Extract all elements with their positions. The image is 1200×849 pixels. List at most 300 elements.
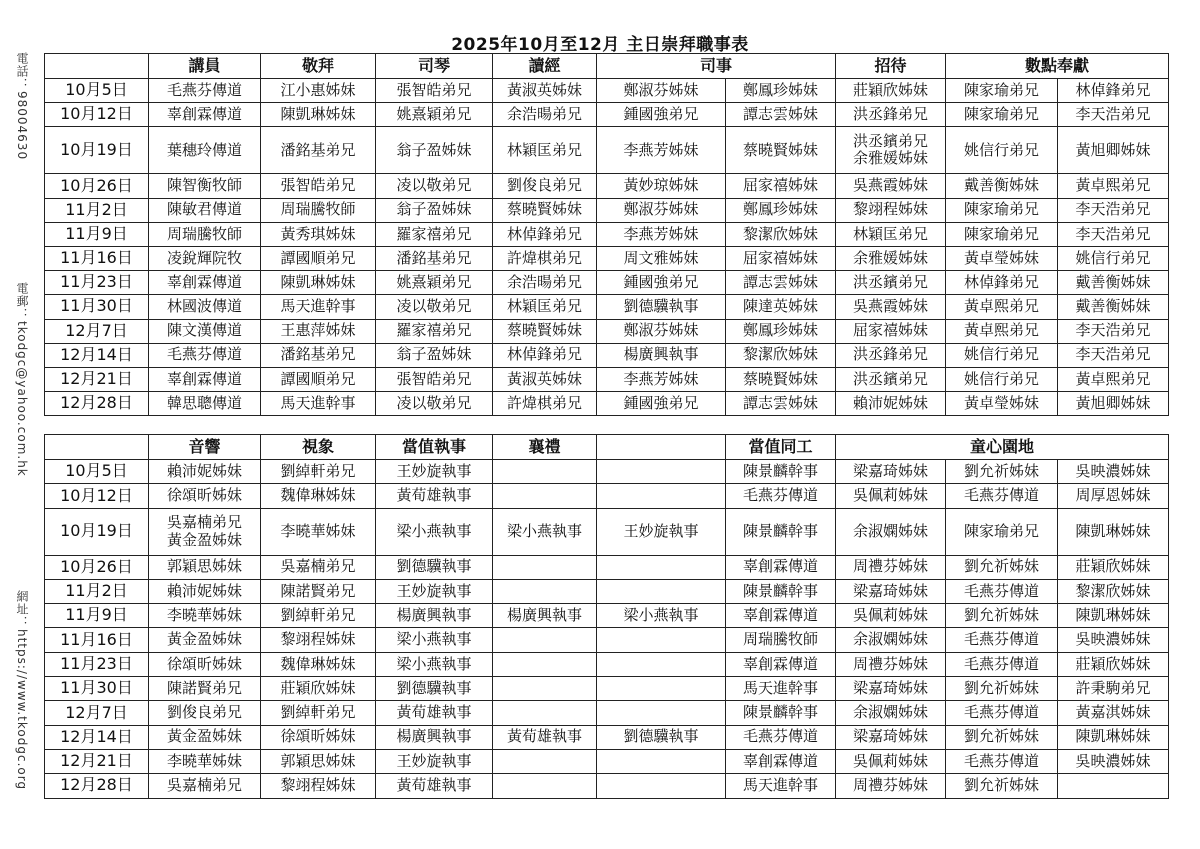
name-line: 徐頌昕姊妹	[166, 654, 242, 673]
name-cell	[726, 508, 836, 555]
name-line: 劉德驥執事	[396, 557, 472, 576]
name-line: 黎潔欣姊妹	[743, 345, 819, 364]
name-line: 毛燕芬傳道	[963, 703, 1039, 722]
name-line: 屈家禧姊妹	[743, 176, 819, 195]
name-cell	[1058, 127, 1169, 174]
name-cell	[597, 319, 726, 343]
name-line: 劉德驥執事	[623, 297, 699, 316]
name-cell	[597, 295, 726, 319]
name-cell	[946, 628, 1058, 652]
name-cell	[1058, 677, 1169, 701]
name-line: 楊廣興執事	[623, 345, 699, 364]
name-cell	[376, 604, 493, 628]
name-cell	[836, 79, 946, 103]
name-cell	[597, 392, 726, 416]
name-cell	[376, 246, 493, 270]
name-line: 林倬鋒弟兄	[506, 224, 582, 243]
name-cell	[836, 555, 946, 579]
table-row	[45, 343, 1169, 367]
name-cell	[493, 127, 597, 174]
name-cell	[149, 460, 261, 484]
name-cell	[597, 579, 726, 603]
name-line: 辜創霖傳道	[166, 104, 242, 123]
name-line: 郭穎思姊妹	[166, 557, 242, 576]
name-cell	[597, 749, 726, 773]
name-cell	[836, 508, 946, 555]
name-cell	[261, 484, 376, 508]
table-row	[45, 319, 1169, 343]
date-cell: 11月16日	[45, 246, 149, 270]
name-cell	[149, 484, 261, 508]
name-cell	[946, 604, 1058, 628]
name-cell	[597, 677, 726, 701]
name-cell	[1058, 725, 1169, 749]
name-cell	[261, 103, 376, 127]
name-cell	[149, 246, 261, 270]
name-line: 林穎匡弟兄	[853, 224, 929, 243]
table-row	[45, 555, 1169, 579]
name-line: 李天浩弟兄	[1075, 224, 1151, 243]
name-cell	[836, 103, 946, 127]
column-header: 司琴	[376, 54, 493, 79]
table-row	[45, 628, 1169, 652]
name-cell	[149, 222, 261, 246]
name-line: 林倬鋒弟兄	[964, 272, 1040, 291]
date-cell: 11月30日	[45, 295, 149, 319]
name-cell	[946, 271, 1058, 295]
name-cell	[261, 652, 376, 676]
name-line: 陳家瑜弟兄	[964, 80, 1040, 99]
name-line: 毛燕芬傳道	[963, 486, 1039, 505]
name-cell	[726, 604, 836, 628]
name-line: 翁子盈姊妹	[396, 140, 472, 159]
name-line: 梁小燕執事	[396, 654, 472, 673]
name-line: 余浩暘弟兄	[506, 104, 582, 123]
name-cell	[1058, 749, 1169, 773]
name-line: 陳家瑜弟兄	[963, 521, 1039, 540]
name-cell	[946, 295, 1058, 319]
name-line: 梁小燕執事	[623, 605, 699, 624]
table-row	[45, 271, 1169, 295]
name-line: 辜創霖傳道	[742, 654, 818, 673]
name-cell	[597, 774, 726, 798]
name-cell	[1058, 103, 1169, 127]
bottom-roster-table	[44, 434, 1169, 799]
name-cell	[376, 628, 493, 652]
name-line: 江小惠姊妹	[280, 80, 356, 99]
name-cell	[726, 774, 836, 798]
name-line: 吳映濃姊妹	[1075, 461, 1151, 480]
name-cell	[376, 460, 493, 484]
name-line: 鄭淑芬姊妹	[623, 200, 699, 219]
name-line: 黃卓熙弟兄	[1075, 369, 1151, 388]
name-cell	[836, 725, 946, 749]
name-cell	[261, 246, 376, 270]
column-header: 音響	[149, 435, 261, 460]
name-line: 戴善衡姊妹	[1075, 272, 1151, 291]
name-line: 陳凱琳姊妹	[1075, 521, 1151, 540]
name-cell	[726, 749, 836, 773]
name-line: 譚志雲姊妹	[743, 104, 819, 123]
name-cell	[836, 652, 946, 676]
name-cell	[376, 319, 493, 343]
name-cell	[946, 652, 1058, 676]
name-line: 潘銘基弟兄	[396, 248, 472, 267]
name-cell	[261, 725, 376, 749]
name-cell	[1058, 343, 1169, 367]
name-cell	[1058, 484, 1169, 508]
name-line: 劉綽軒弟兄	[280, 605, 356, 624]
name-cell	[946, 103, 1058, 127]
name-line: 洪丞鑌弟兄	[853, 131, 929, 150]
name-cell	[1058, 508, 1169, 555]
name-line: 蔡曉賢姊妹	[743, 140, 819, 159]
name-cell	[726, 484, 836, 508]
table-row	[45, 127, 1169, 174]
name-line: 李燕芳姊妹	[623, 224, 699, 243]
name-line: 陳諾賢弟兄	[280, 581, 356, 600]
name-cell	[836, 271, 946, 295]
name-cell	[149, 392, 261, 416]
name-cell	[149, 774, 261, 798]
name-line: 姚信行弟兄	[964, 140, 1040, 159]
date-cell: 11月2日	[45, 579, 149, 603]
date-cell: 11月23日	[45, 271, 149, 295]
name-line: 林穎匡弟兄	[506, 140, 582, 159]
date-cell: 12月14日	[45, 343, 149, 367]
name-cell	[946, 392, 1058, 416]
name-cell	[597, 103, 726, 127]
name-cell	[261, 604, 376, 628]
name-line: 黃卓熙弟兄	[964, 321, 1040, 340]
name-line: 周厚恩姊妹	[1075, 486, 1151, 505]
name-line: 莊穎欣姊妹	[853, 80, 929, 99]
name-line: 馬天進幹事	[280, 393, 356, 412]
date-cell: 11月9日	[45, 222, 149, 246]
name-line: 鍾國強弟兄	[623, 104, 699, 123]
name-line: 黃荀雄執事	[396, 486, 472, 505]
name-cell	[726, 628, 836, 652]
name-cell	[946, 484, 1058, 508]
name-line: 許煒棋弟兄	[506, 248, 582, 267]
name-line: 鄭鳳珍姊妹	[743, 80, 819, 99]
name-line: 辜創霖傳道	[166, 369, 242, 388]
name-cell	[726, 392, 836, 416]
name-line: 黎翊程姊妹	[280, 776, 356, 795]
name-line: 吳映濃姊妹	[1075, 751, 1151, 770]
date-cell: 10月19日	[45, 127, 149, 174]
name-line: 羅家禧弟兄	[396, 321, 472, 340]
name-cell	[376, 295, 493, 319]
name-cell	[597, 484, 726, 508]
name-cell	[946, 579, 1058, 603]
name-line: 余淑嫻姊妹	[852, 521, 928, 540]
name-cell	[261, 198, 376, 222]
name-line: 莊穎欣姊妹	[1075, 654, 1151, 673]
name-line: 梁嘉琦姊妹	[852, 581, 928, 600]
date-cell: 11月2日	[45, 198, 149, 222]
name-line: 周禮芬姊妹	[852, 776, 928, 795]
name-line: 馬天進幹事	[742, 678, 818, 697]
name-cell	[946, 508, 1058, 555]
column-header	[45, 435, 149, 460]
name-line: 蔡曉賢姊妹	[506, 321, 582, 340]
name-line: 梁小燕執事	[506, 521, 582, 540]
name-line: 毛燕芬傳道	[963, 581, 1039, 600]
name-line: 梁小燕執事	[396, 521, 472, 540]
name-line: 陳家瑜弟兄	[964, 104, 1040, 123]
name-line: 梁嘉琦姊妹	[852, 461, 928, 480]
name-line: 黃旭卿姊妹	[1075, 393, 1151, 412]
name-line: 許秉駒弟兄	[1075, 678, 1151, 697]
name-line: 韓思聰傳道	[166, 393, 242, 412]
name-cell	[836, 367, 946, 391]
name-line: 陳凱琳姊妹	[1075, 727, 1151, 746]
table-row	[45, 579, 1169, 603]
name-line: 洪丞鑌弟兄	[853, 272, 929, 291]
name-cell	[1058, 319, 1169, 343]
table-row	[45, 508, 1169, 555]
name-cell	[149, 127, 261, 174]
date-cell: 10月19日	[45, 508, 149, 555]
name-cell	[376, 103, 493, 127]
name-cell	[597, 222, 726, 246]
name-line: 梁小燕執事	[396, 630, 472, 649]
name-line: 譚國順弟兄	[280, 369, 356, 388]
name-cell	[376, 222, 493, 246]
name-cell	[836, 198, 946, 222]
name-line: 鄭淑芬姊妹	[623, 80, 699, 99]
name-line: 李天浩弟兄	[1075, 345, 1151, 364]
name-line: 洪丞鋒弟兄	[853, 104, 929, 123]
name-cell	[493, 246, 597, 270]
name-line: 黃荀雄執事	[396, 703, 472, 722]
column-header: 數點奉獻	[946, 54, 1169, 79]
name-cell	[946, 774, 1058, 798]
name-cell	[946, 127, 1058, 174]
name-cell	[1058, 271, 1169, 295]
name-line: 張智皓弟兄	[280, 176, 356, 195]
name-line: 潘銘基弟兄	[280, 140, 356, 159]
name-cell	[493, 725, 597, 749]
name-cell	[261, 460, 376, 484]
name-cell	[726, 343, 836, 367]
name-cell	[149, 198, 261, 222]
name-cell	[946, 343, 1058, 367]
name-cell	[1058, 79, 1169, 103]
table-row	[45, 749, 1169, 773]
column-header: 當值同工	[726, 435, 836, 460]
name-cell	[149, 103, 261, 127]
name-line: 李曉華姊妹	[166, 605, 242, 624]
name-cell	[1058, 774, 1169, 798]
name-line: 周瑞騰牧師	[280, 200, 356, 219]
name-line: 余雅媛姊妹	[853, 149, 929, 168]
name-cell	[376, 749, 493, 773]
name-line: 陳達英姊妹	[743, 297, 819, 316]
name-cell	[149, 295, 261, 319]
name-cell	[149, 271, 261, 295]
top-roster-table	[44, 53, 1169, 416]
name-line: 陳諾賢弟兄	[166, 678, 242, 697]
name-line: 黎翊程姊妹	[280, 630, 356, 649]
name-line: 黃卓瑩姊妹	[964, 393, 1040, 412]
date-cell: 11月23日	[45, 652, 149, 676]
name-cell	[836, 295, 946, 319]
name-cell	[836, 392, 946, 416]
name-cell	[726, 367, 836, 391]
name-line: 黃荀雄執事	[506, 727, 582, 746]
name-line: 周禮芬姊妹	[852, 654, 928, 673]
name-cell	[376, 198, 493, 222]
name-line: 劉允祈姊妹	[963, 605, 1039, 624]
column-header: 讀經	[493, 54, 597, 79]
name-line: 劉允祈姊妹	[963, 461, 1039, 480]
name-line: 劉允祈姊妹	[963, 557, 1039, 576]
date-cell: 10月5日	[45, 79, 149, 103]
name-line: 屈家禧姊妹	[743, 248, 819, 267]
name-line: 王惠萍姊妹	[280, 321, 356, 340]
name-line: 葉穗玲傳道	[166, 140, 242, 159]
name-line: 徐頌昕姊妹	[166, 486, 242, 505]
name-cell	[836, 677, 946, 701]
column-header: 襄禮	[493, 435, 597, 460]
column-header: 當值執事	[376, 435, 493, 460]
name-line: 余雅媛姊妹	[853, 248, 929, 267]
name-cell	[1058, 628, 1169, 652]
column-header: 視象	[261, 435, 376, 460]
name-cell	[836, 343, 946, 367]
table-row	[45, 725, 1169, 749]
name-cell	[149, 367, 261, 391]
name-cell	[376, 701, 493, 725]
name-line: 郭穎思姊妹	[280, 751, 356, 770]
name-cell	[946, 79, 1058, 103]
name-line: 馬天進幹事	[742, 776, 818, 795]
name-cell	[726, 555, 836, 579]
name-cell	[493, 652, 597, 676]
name-line: 劉俊良弟兄	[506, 176, 582, 195]
name-cell	[261, 295, 376, 319]
name-line: 莊穎欣姊妹	[1075, 557, 1151, 576]
name-line: 賴沛妮姊妹	[166, 461, 242, 480]
name-cell	[726, 579, 836, 603]
name-line: 陳凱琳姊妹	[280, 272, 356, 291]
name-cell	[493, 628, 597, 652]
name-cell	[493, 198, 597, 222]
name-line: 劉德驥執事	[623, 727, 699, 746]
table-row	[45, 367, 1169, 391]
name-cell	[261, 343, 376, 367]
name-cell	[597, 343, 726, 367]
name-line: 蔡曉賢姊妹	[506, 200, 582, 219]
name-cell	[597, 725, 726, 749]
table-row	[45, 701, 1169, 725]
name-line: 凌銳輝院牧	[166, 248, 242, 267]
name-line: 凌以敬弟兄	[396, 297, 472, 316]
name-line: 黃淑英姊妹	[506, 369, 582, 388]
name-cell	[1058, 652, 1169, 676]
name-line: 辜創霖傳道	[742, 751, 818, 770]
name-cell	[376, 725, 493, 749]
name-line: 周文雅姊妹	[623, 248, 699, 267]
name-cell	[836, 749, 946, 773]
name-cell	[726, 79, 836, 103]
name-cell	[493, 319, 597, 343]
name-cell	[261, 555, 376, 579]
name-line: 陳文漢傳道	[166, 321, 242, 340]
name-cell	[597, 701, 726, 725]
name-line: 姚信行弟兄	[964, 369, 1040, 388]
name-line: 毛燕芬傳道	[742, 486, 818, 505]
name-cell	[261, 774, 376, 798]
name-cell	[726, 198, 836, 222]
name-line: 羅家禧弟兄	[396, 224, 472, 243]
name-cell	[726, 127, 836, 174]
table-row	[45, 604, 1169, 628]
name-line: 余淑嫻姊妹	[852, 630, 928, 649]
name-cell	[261, 701, 376, 725]
name-line: 吳嘉楠弟兄	[280, 557, 356, 576]
page-title: 2025年10月至12月 主日崇拜職事表	[451, 35, 749, 55]
date-cell: 12月7日	[45, 319, 149, 343]
name-line: 劉允祈姊妹	[963, 727, 1039, 746]
name-cell	[261, 222, 376, 246]
name-line: 李天浩弟兄	[1075, 200, 1151, 219]
name-line: 吳燕霞姊妹	[853, 297, 929, 316]
column-header	[597, 435, 726, 460]
name-line: 劉允祈姊妹	[963, 776, 1039, 795]
name-cell	[376, 367, 493, 391]
name-cell	[149, 319, 261, 343]
name-cell	[493, 774, 597, 798]
name-line: 劉綽軒弟兄	[280, 703, 356, 722]
name-line: 吳佩莉姊妹	[852, 605, 928, 624]
name-cell	[726, 295, 836, 319]
name-cell	[149, 725, 261, 749]
name-cell	[1058, 367, 1169, 391]
name-cell	[597, 79, 726, 103]
name-cell	[493, 79, 597, 103]
name-cell	[726, 677, 836, 701]
table-row	[45, 198, 1169, 222]
name-line: 王妙旋執事	[396, 581, 472, 600]
name-cell	[946, 246, 1058, 270]
name-line: 黎潔欣姊妹	[743, 224, 819, 243]
name-line: 黃秀琪姊妹	[280, 224, 356, 243]
name-line: 魏偉琳姊妹	[280, 486, 356, 505]
name-cell	[836, 174, 946, 198]
name-line: 辜創霖傳道	[742, 605, 818, 624]
name-cell	[946, 725, 1058, 749]
name-line: 周禮芬姊妹	[852, 557, 928, 576]
date-cell: 12月21日	[45, 367, 149, 391]
name-line: 鄭鳳珍姊妹	[743, 200, 819, 219]
name-cell	[726, 460, 836, 484]
column-header	[45, 54, 149, 79]
name-line: 王妙旋執事	[396, 461, 472, 480]
name-cell	[946, 198, 1058, 222]
name-cell	[149, 555, 261, 579]
date-cell: 12月21日	[45, 749, 149, 773]
name-cell	[836, 484, 946, 508]
name-line: 陳景麟幹事	[742, 703, 818, 722]
table-row	[45, 652, 1169, 676]
name-cell	[726, 652, 836, 676]
name-cell	[726, 222, 836, 246]
name-line: 凌以敬弟兄	[396, 176, 472, 195]
name-line: 余浩暘弟兄	[506, 272, 582, 291]
